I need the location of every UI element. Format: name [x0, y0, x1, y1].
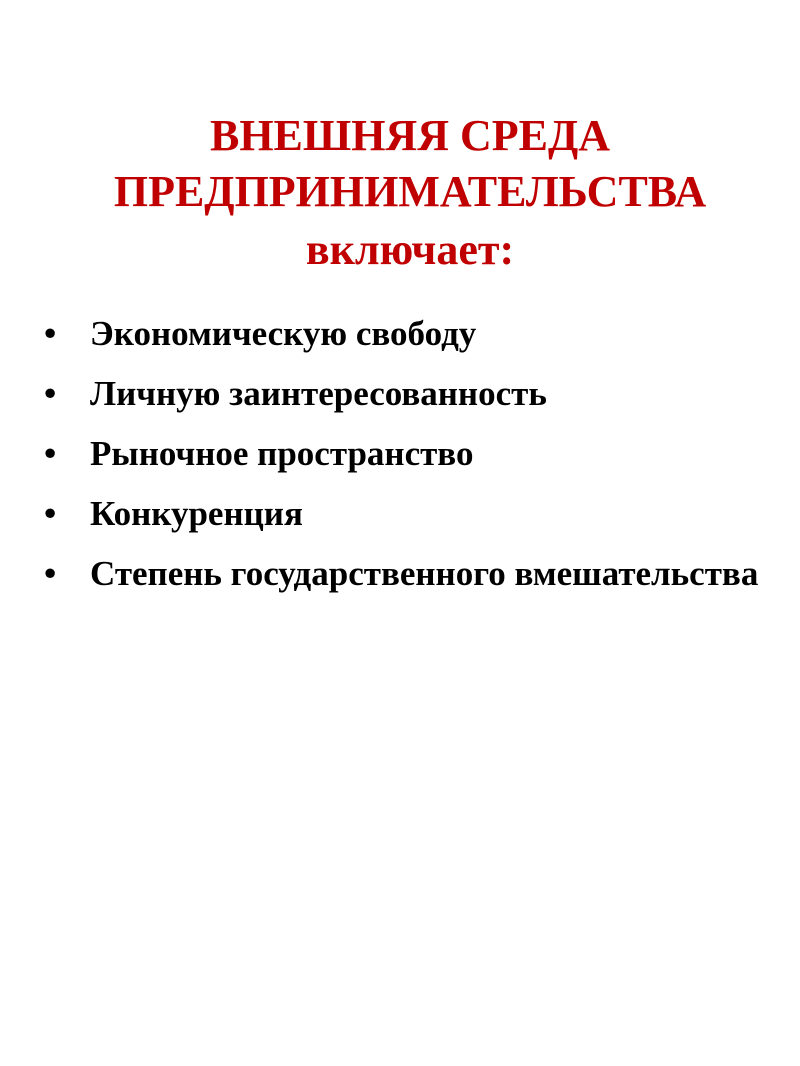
list-item	[44, 310, 764, 358]
list-item	[44, 430, 764, 478]
list-item	[44, 490, 764, 538]
title-line-2: ПРЕДПРИНИМАТЕЛЬСТВА	[113, 167, 707, 216]
title-line-3: включает:	[305, 225, 515, 274]
list-item	[44, 370, 764, 418]
bullet-icon: •	[44, 554, 57, 593]
list-item-text: Личную заинтересованность	[90, 374, 547, 413]
slide-title	[40, 108, 780, 278]
list-item-text: Рыночное пространство	[90, 434, 474, 473]
bullet-icon: •	[44, 434, 57, 473]
list-item-text: Конкуренция	[90, 494, 303, 533]
list-item-text: Экономическую свободу	[90, 314, 477, 353]
bullet-icon: •	[44, 494, 57, 533]
bullet-list	[44, 310, 764, 610]
bullet-icon: •	[44, 374, 57, 413]
title-line-1: ВНЕШНЯЯ СРЕДА	[209, 111, 611, 160]
list-item	[44, 550, 764, 598]
list-item-text: Степень государственного вмешательства	[90, 554, 759, 593]
bullet-icon: •	[44, 314, 57, 353]
